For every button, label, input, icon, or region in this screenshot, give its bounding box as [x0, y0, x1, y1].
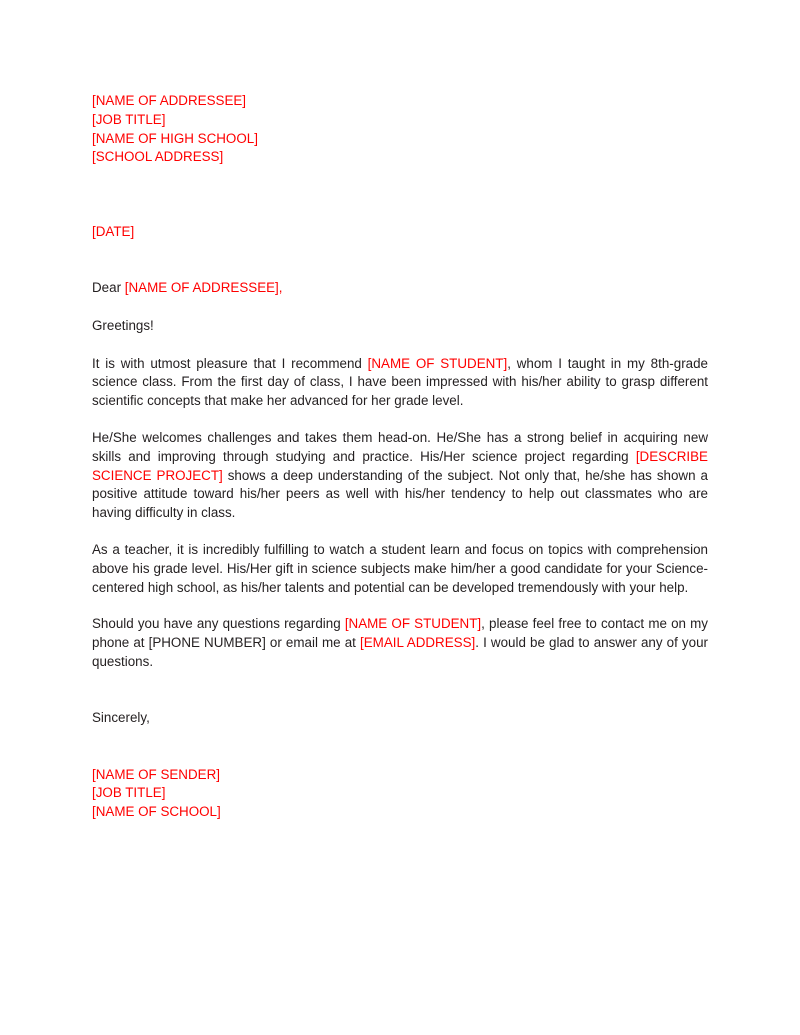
- spacer-address-date: [92, 167, 708, 223]
- paragraph-4-text-middle: , please feel free to contact me on my phone at [PHONE NUMBER] or email me at: [92, 616, 708, 651]
- salutation: [92, 279, 708, 298]
- spacer-date-salutation: [92, 242, 708, 279]
- paragraph-2-text-after: shows a deep understanding of the subject. Not only that, he/she has shown a positive attitude toward his/her peers as well with his/her tendency to help out classmates who are having difficulty in class.: [92, 467, 708, 521]
- paragraph-3: As a teacher, it is incredibly fulfilling to watch a student learn and focus on topics with comprehension above his grade level. His/Her gift in science subjects make him/her a good candidate for your Science-centered high school, as his/her talents and potential can be developed tremendously with your help.: [92, 541, 708, 595]
- paragraph-2-text-before: He/She welcomes challenges and takes them head-on. He/She has a strong belief in acquiring new skills and improving through studying and practice. His/Her science project regarding: [92, 429, 708, 464]
- paragraph-1-student-placeholder: [NAME OF STUDENT]: [367, 355, 508, 371]
- greeting-line: Greetings!: [92, 317, 154, 333]
- spacer-paragraph-3-4: [92, 597, 708, 615]
- paragraph-2-project-placeholder: [DESCRIBE SCIENCE PROJECT]: [92, 448, 708, 483]
- signature-block: [92, 766, 708, 822]
- paragraph-1: [92, 355, 708, 411]
- sender-job-title: [JOB TITLE]: [92, 785, 166, 801]
- spacer-paragraph-2-3: [92, 523, 708, 541]
- paragraph-1-text-before: It is with utmost pleasure that I recommend: [92, 355, 368, 371]
- recipient-school: [NAME OF HIGH SCHOOL]: [92, 130, 258, 146]
- paragraph-4-email-placeholder: [EMAIL ADDRESS]: [360, 635, 476, 651]
- paragraph-4: [92, 615, 708, 671]
- paragraph-4-text-after: . I would be glad to answer any of your questions.: [92, 635, 708, 669]
- recipient-job-title: [JOB TITLE]: [92, 111, 166, 127]
- salutation-prefix: Dear: [92, 279, 125, 295]
- paragraph-4-student-placeholder: [NAME OF STUDENT]: [344, 616, 482, 632]
- spacer-closing-signature: [92, 728, 708, 766]
- letter-body: [92, 92, 708, 822]
- spacer-paragraph-1-2: [92, 411, 708, 429]
- spacer-greeting-paragraph1: [92, 336, 708, 355]
- sender-school: [NAME OF SCHOOL]: [92, 804, 221, 820]
- spacer-salutation-greeting: [92, 298, 708, 317]
- recipient-name: [NAME OF ADDRESSEE]: [92, 93, 247, 108]
- closing-line: Sincerely,: [92, 709, 150, 725]
- recipient-address-block: [92, 92, 708, 167]
- paragraph-2: [92, 429, 708, 523]
- spacer-paragraph4-closing: [92, 672, 708, 709]
- paragraph-4-text-before: Should you have any questions regarding: [92, 616, 345, 632]
- recipient-address: [SCHOOL ADDRESS]: [92, 149, 224, 165]
- salutation-addressee: [NAME OF ADDRESSEE],: [124, 279, 283, 295]
- sender-name: [NAME OF SENDER]: [92, 766, 220, 782]
- paragraph-1-text-after: , whom I taught in my 8th-grade science class. From the first day of class, I have been impressed with his/her ability to grasp different scientific concepts that make her advanced for her grade level.: [92, 355, 708, 409]
- letter-date: [DATE]: [92, 224, 135, 240]
